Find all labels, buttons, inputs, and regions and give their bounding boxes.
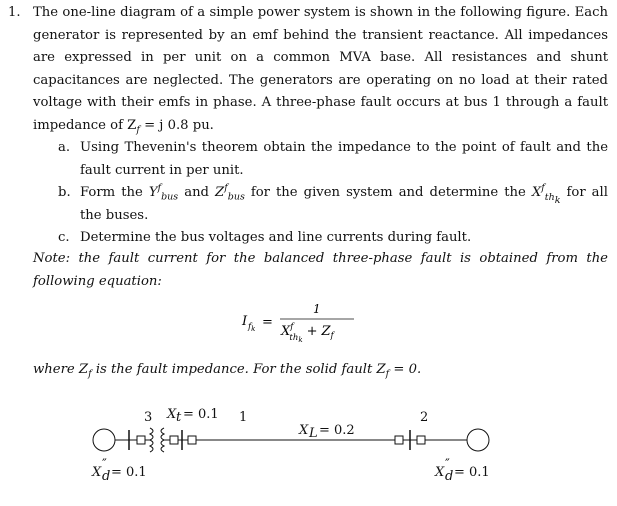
xd-left-prime: ″ (102, 457, 107, 472)
part-b-mid1: and (184, 185, 210, 200)
transformer-primary-coil (150, 428, 153, 452)
problem-1 (8, 2, 608, 250)
breaker-left-2 (170, 436, 178, 444)
part-b-pre: Form the (80, 185, 143, 200)
xd-left-symbol: X (92, 465, 102, 480)
formula-numerator: 1 (313, 302, 321, 316)
generator-left-symbol (93, 429, 115, 451)
xd-right-symbol: X (435, 465, 445, 480)
xl-symbol: X (299, 423, 309, 438)
formula-svg (240, 297, 380, 347)
part-a-label: a. (58, 140, 71, 155)
where-end: = 0. (393, 362, 422, 377)
part-b (33, 182, 608, 227)
fault-current-formula (240, 297, 380, 356)
part-a (33, 137, 608, 182)
parts-list (8, 137, 608, 250)
xl-sub: L (309, 426, 318, 441)
formula-equals: = (262, 315, 273, 330)
formula-lhs-sub: $f_k$ (248, 322, 256, 333)
xl-value: = 0.2 (319, 423, 355, 438)
note: Note: the fault current for the balanced three-phase fault is obtained from the following equation: (33, 251, 608, 289)
where-pre: where (33, 362, 75, 377)
bus-1-label: 1 (239, 410, 248, 425)
bus-2-label: 2 (420, 410, 429, 425)
transformer-secondary-coil (161, 428, 164, 452)
breaker-line-left (188, 436, 196, 444)
xt-symbol: X (167, 407, 177, 422)
formula-denominator: $X^f$ $thk+ Z_f$ (281, 322, 334, 344)
xd-left-value: = 0.1 (111, 465, 147, 480)
ybus-symbol: $Y^f_{bus}$ (148, 182, 179, 203)
xt-value: = 0.1 (183, 407, 219, 422)
part-b-post: for all the buses. (80, 185, 608, 223)
part-c-label: c. (58, 230, 70, 245)
xd-left-label (91, 457, 147, 484)
zbus-symbol: $Z^f_{bus}$ (215, 182, 245, 203)
xth-symbol: $X^f_{th_k}$ (531, 182, 561, 206)
where-line (33, 359, 421, 382)
formula-lhs: I (242, 314, 248, 329)
xd-right-value: = 0.1 (454, 465, 490, 480)
part-a-text: Using Thevenin's theorem obtain the impedance to the point of fault and the fault current in per unit. (80, 140, 608, 178)
part-c-text: Determine the bus voltages and line currents during fault. (80, 230, 472, 245)
xd-left-sub: d (102, 469, 111, 484)
problem-number: 1. (8, 5, 21, 20)
xd-right-sub: d (445, 469, 454, 484)
where-mid: is the fault impedance. For the solid fault (95, 362, 373, 377)
xt-sub: t (176, 410, 182, 425)
breaker-right (417, 436, 425, 444)
part-b-mid2: for the given system and determine the (250, 185, 526, 200)
diagram-svg (84, 402, 504, 497)
intro-text: The one-line diagram of a simple power system is shown in the following figure. Each generator is represented by an emf behind the transient reactance. All impedances are expressed in per unit on a common MVA base. All resistances and shunt capacitances are neglected. The generators are operating on no load at their rated voltage with their emfs in phase. A three-phase fault occurs at bus 1 through a fault impedance of Z (33, 5, 608, 133)
breaker-left-1 (137, 436, 145, 444)
breaker-line-right (395, 436, 403, 444)
zf-symbol-1: $Z_f$ (78, 362, 92, 380)
intro-fault-value: = j 0.8 pu. (144, 117, 214, 133)
part-b-label: b. (58, 185, 71, 200)
bus-3-label: 3 (144, 410, 153, 425)
xd-right-label (434, 457, 490, 484)
problem-intro: The one-line diagram of a simple power system is shown in the following figure. Each generator is represented by an emf behind the transient reactance. All impedances are expressed in per unit on a common MVA base. All resistances and shunt capacitances are neglected. The generators are operating on no load at their rated voltage with their emfs in phase. A three-phase fault occurs at bus 1 through a fault impedance of $Z_f = j$ 0.8 pu. (33, 5, 608, 136)
one-line-diagram (84, 402, 504, 497)
part-c (33, 227, 608, 250)
xd-right-prime: ″ (445, 457, 450, 472)
generator-right-symbol (467, 429, 489, 451)
zf-symbol-2: $Z_f$ (376, 362, 390, 380)
